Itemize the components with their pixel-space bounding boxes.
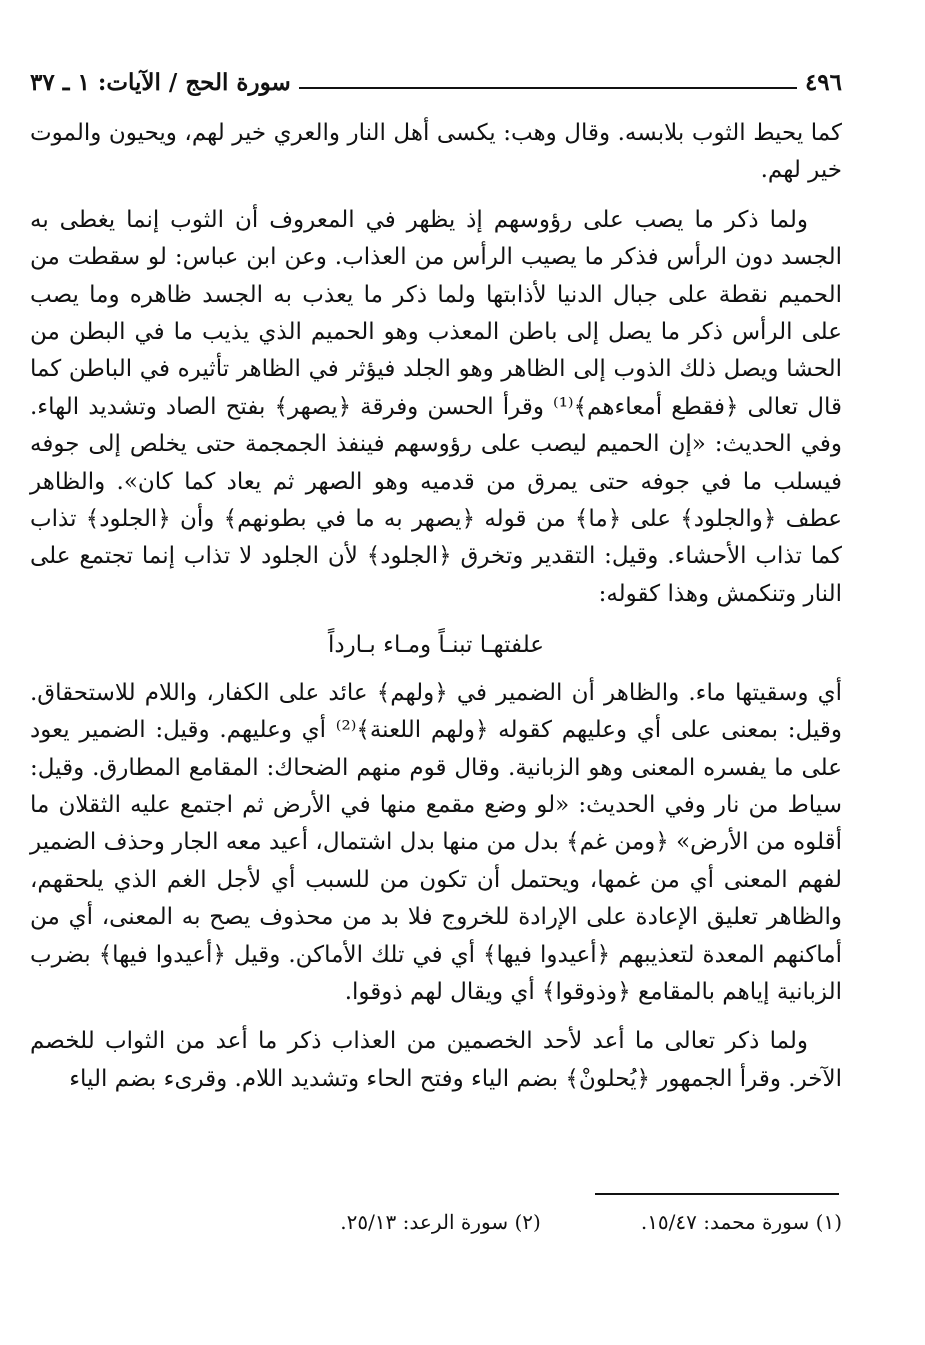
footnote-separator [595, 1193, 839, 1195]
paragraph-4: ولما ذكر تعالى ما أعد لأحد الخصمين من العذاب ذكر ما أعد من الثواب للخصم الآخر. وقرأ الجمهور ﴿يُحلونْ﴾ بضم الياء وفتح الحاء وتشديد اللام. وقرىء بضم الياء [30, 1028, 842, 1092]
page-header [30, 62, 842, 102]
header-rule [299, 87, 797, 89]
poetry-verse: علفتهـا تبنـاً ومـاء بـارداً [327, 632, 545, 659]
paragraph-1: كما يحيط الثوب بلابسه. وقال وهب: يكسى أهل النار والعري خير لهم، ويحيون والموت خير لهم. [30, 120, 842, 184]
paragraph-2: ولما ذكر ما يصب على رؤوسهم إذ يظهر في المعروف أن الثوب إنما يغطى به الجسد دون الرأس فذكر ما يصيب الرأس من العذاب. وعن ابن عباس: لو سقطت من الحميم نقطة على جبال الدنيا لأذابتها ولما ذكر ما يعذب به الجسد ظاهره وما يصب على الرأس ذكر ما يصل إلى باطن المعذب وهو الحميم الذي يذيب ما في البطن من الحشا ويصل ذلك الذوب إلى الظاهر وهو الجلد فيؤثر في الظاهر تأثيره في الباطن كما قال تعالى ﴿فقطع أمعاءهم﴾⁽¹⁾ وقرأ الحسن وفرقة ﴿يصهر﴾ بفتح الصاد وتشديد الهاء. وفي الحديث: «إن الحميم ليصب على رؤوسهم فينفذ الجمجمة حتى يخلص إلى جوفه فيسلب ما في جوفه حتى يمرق من قدميه وهو الصهر ثم يعاد كما كان». والظاهر عطف ﴿والجلود﴾ على ﴿ما﴾ من قوله ﴿يصهر به ما في بطونهم﴾ وأن ﴿الجلود﴾ تذاب كما تذاب الأحشاء. وقيل: التقدير وتخرق ﴿الجلود﴾ لأن الجلود لا تذاب إنما تجتمع على النار وتنكمش وهذا كقوله: [30, 206, 842, 607]
paragraph-3: أي وسقيتها ماء. والظاهر أن الضمير في ﴿ولهم﴾ عائد على الكفار، واللام للاستحقاق. وقيل: بمعنى على أي وعليهم كقوله ﴿ولهم اللعنة﴾⁽²⁾ أي وعليهم. وقيل: الضمير يعود على ما يفسره المعنى وهو الزبانية. وقال قوم منهم الضحاك: المقامع المطارق. وقيل: سياط من نار وفي الحديث: «لو وضع مقمع منها في الأرض ثم اجتمع عليه الثقلان ما أقلوه من الأرض» ﴿ومن غم﴾ بدل من منها بدل اشتمال، أعيد معه الجار وحذف الضمير لفهم المعنى أي من غمها، ويحتمل أن تكون من للسبب أي لأجل الغم الذي يلحقهم، والظاهر تعليق الإعادة على الإرادة للخروج فلا بد من محذوف يصح به المعنى، أي من أماكنهم المعدة لتعذيبهم ﴿أعيدوا فيها﴾ أي في تلك الأماكن. وقيل ﴿أعيدوا فيها﴾ بضرب الزبانية إياهم بالمقامع ﴿وذوقوا﴾ أي ويقال لهم ذوقوا. [30, 679, 842, 1005]
footnote-1: (١) سورة محمد: ١٥/٤٧. [640, 1210, 842, 1234]
running-title: سورة الحج / الآيات: ١ ـ ٣٧ [30, 68, 291, 96]
page-number: ٤٩٦ [804, 68, 842, 96]
footnotes [30, 1210, 842, 1234]
page-body [30, 115, 842, 1098]
footnote-2: (٢) سورة الرعد: ٢٥/١٣. [340, 1210, 541, 1234]
